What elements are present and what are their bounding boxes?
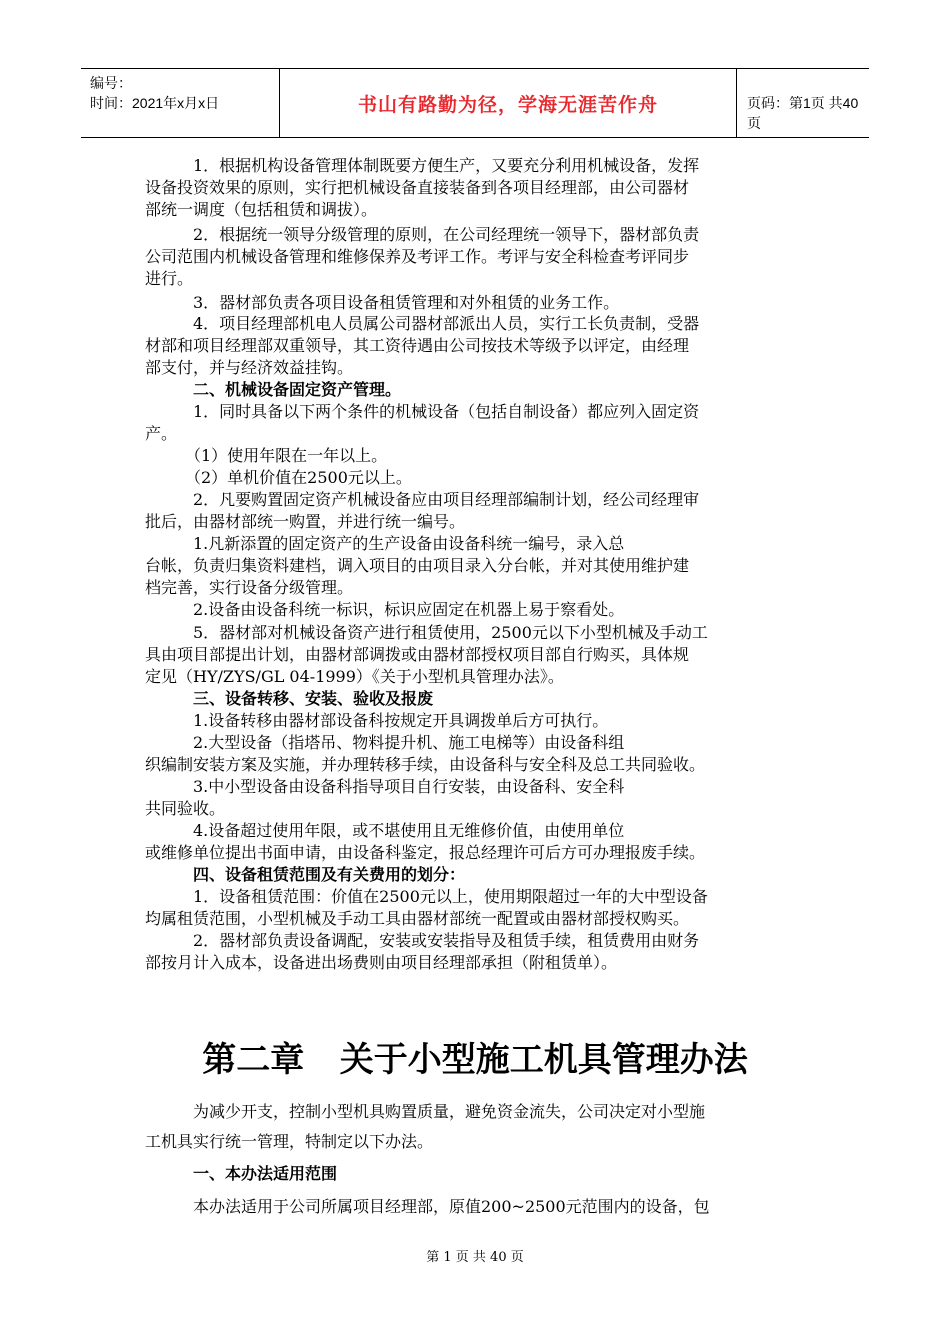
body-line: 定见（HY/ZYS/GL 04-1999）《关于小型机具管理办法》。 [145,667,564,686]
body-line: 为减少开支，控制小型机具购置质量，避免资金流失，公司决定对小型施 [193,1102,706,1121]
body-line: 台帐，负责归集资料建档，调入项目的由项目录入分台帐，并对其使用维护建 [145,556,690,575]
section-heading: 二、机械设备固定资产管理。 [193,380,402,399]
body-line: 1．设备租赁范围：价值在2500元以上，使用期限超过一年的大中型设备 [193,887,708,906]
body-line: 1．根据机构设备管理体制既要方便生产，又要充分利用机械设备，发挥 [193,156,700,175]
body-line: （1）使用年限在一年以上。 [185,446,388,465]
header-divider [736,69,737,137]
body-line: 或维修单位提出书面申请，由设备科鉴定，报总经理许可后方可办理报废手续。 [145,843,706,862]
document-header [81,68,869,138]
body-line: 2．凡要购置固定资产机械设备应由项目经理部编制计划，经公司经理审 [193,490,700,509]
body-line: 工机具实行统一管理，特制定以下办法。 [145,1132,434,1151]
header-meta [90,73,219,113]
body-line: 材部和项目经理部双重领导，其工资待遇由公司按技术等级予以评定，由经理 [145,336,690,355]
body-line: 共同验收。 [145,799,226,818]
body-line: 公司范围内机械设备管理和维修保养及考评工作。考评与安全科检查考评同步 [145,247,690,266]
body-line: 具由项目部提出计划，由器材部调拨或由器材部授权项目部自行购买，具体规 [145,645,690,664]
header-motto: 书山有路勤为径，学海无涯苦作舟 [357,94,658,116]
body-line: 产。 [145,424,178,443]
body-line: 2．器材部负责设备调配，安装或安装指导及租赁手续，租赁费用由财务 [193,931,700,950]
body-line: 1．同时具备以下两个条件的机械设备（包括自制设备）都应列入固定资 [193,402,700,421]
header-divider [279,69,280,137]
body-line: 2.设备由设备科统一标识，标识应固定在机器上易于察看处。 [193,600,625,619]
body-line: 部统一调度（包括租赁和调拔）。 [145,200,378,219]
body-line: （2）单机价值在2500元以上。 [185,468,412,487]
body-line: 本办法适用于公司所属项目经理部，原值200~2500元范围内的设备，包 [193,1197,710,1216]
document-time: 时间：2021年x月x日 [90,95,220,111]
body-line: 2.大型设备（指塔吊、物料提升机、施工电梯等）由设备科组 [193,733,625,752]
body-line: 均属租赁范围，小型机械及手动工具由器材部统一配置或由器材部授权购买。 [145,909,690,928]
body-line: 5．器材部对机械设备资产进行租赁使用，2500元以下小型机械及手动工 [193,623,708,642]
body-line: 织编制安装方案及实施，并办理转移手续，由设备科与安全科及总工共同验收。 [145,755,706,774]
body-line: 1.凡新添置的固定资产的生产设备由设备科统一编号，录入总 [193,534,625,553]
section-heading: 三、设备转移、安装、验收及报废 [193,689,434,708]
body-line: 1.设备转移由器材部设备科按规定开具调拨单后方可执行。 [193,711,609,730]
section-heading: 四、设备租赁范围及有关费用的划分： [193,865,466,884]
body-line: 3.中小型设备由设备科指导项目自行安装，由设备科、安全科 [193,777,625,796]
body-line: 档完善，实行设备分级管理。 [145,578,354,597]
section-heading: 一、本办法适用范围 [193,1164,338,1183]
body-line: 设备投资效果的原则，实行把机械设备直接装备到各项目经理部，由公司器材 [145,178,690,197]
document-number: 编号： [90,75,132,91]
body-line: 批后，由器材部统一购置，并进行统一编号。 [145,512,466,531]
body-line: 部支付，并与经济效益挂钩。 [145,358,354,377]
body-line: 部按月计入成本，设备进出场费则由项目经理部承担（附租赁单）。 [145,953,618,972]
body-line: 4．项目经理部机电人员属公司器材部派出人员，实行工长负责制，受器 [193,314,700,333]
header-page-info: 页码：第1页 共40页 [747,95,859,131]
body-line: 进行。 [145,269,194,288]
body-line: 2．根据统一领导分级管理的原则，在公司经理统一领导下，器材部负责 [193,225,700,244]
chapter-title: 第二章 关于小型施工机具管理办法 [202,1040,748,1080]
body-line: 3．器材部负责各项目设备租赁管理和对外租赁的业务工作。 [193,293,620,312]
body-line: 4.设备超过使用年限，或不堪使用且无维修价值，由使用单位 [193,821,625,840]
page-footer: 第 1 页 共 40 页 [426,1250,524,1265]
